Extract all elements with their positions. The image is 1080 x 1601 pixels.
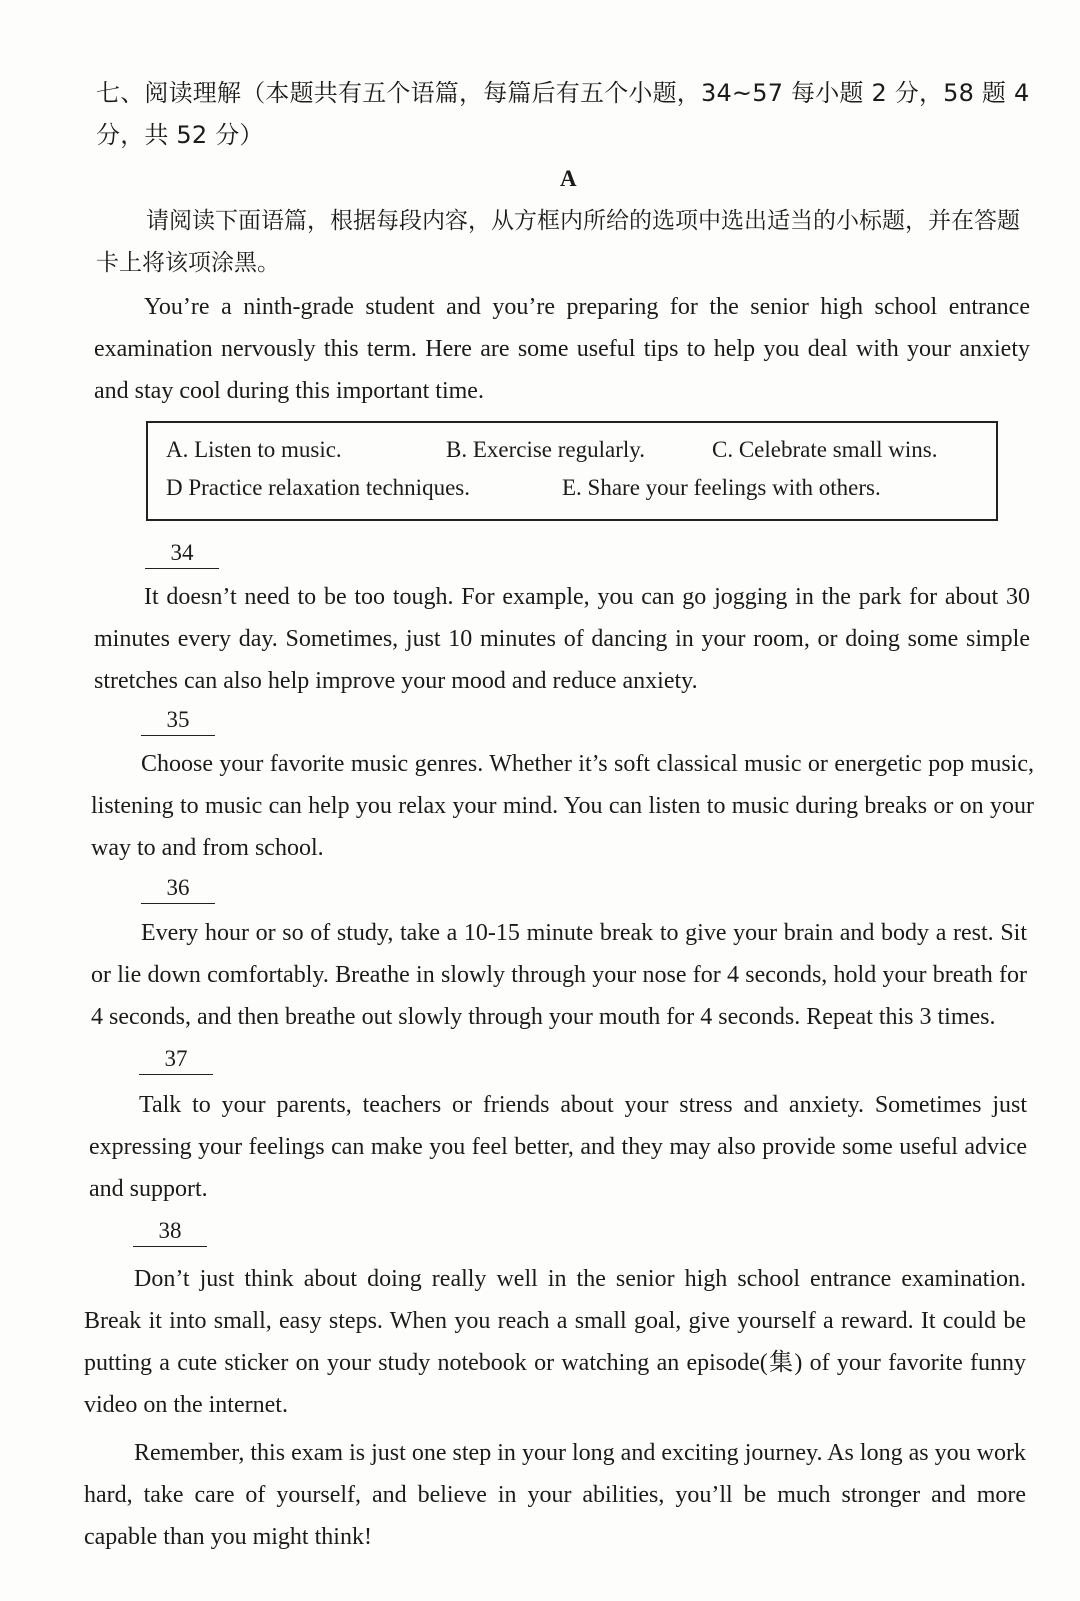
question-blank-37: 37: [139, 1044, 213, 1075]
paragraph-34: It doesn’t need to be too tough. For example, you can go jogging in the park for about 30 minutes every day. Sometimes, just 10 minutes of dancing in your room, or doing some simple stretches can also help improve your mood and reduce anxiety.: [94, 584, 1030, 694]
option-e: E. Share your feelings with others.: [562, 475, 881, 500]
section-heading: 七、阅读理解（本题共有五个语篇，每篇后有五个小题，34~57 每小题 2 分，58 题 4 分，共 52 分）: [96, 79, 1030, 149]
question-blank-38: 38: [133, 1216, 207, 1247]
instruction-text: 请阅读下面语篇，根据每段内容，从方框内所给的选项中选出适当的小标题，并在答题卡上将该项涂黑。: [96, 208, 1020, 276]
intro-paragraph: You’re a ninth-grade student and you’re preparing for the senior high school entrance examination nervously this term. Here are some useful tips to help you deal with your anxiety and stay cool during this important time.: [94, 294, 1030, 404]
question-blank-36: 36: [141, 873, 215, 904]
option-d: D Practice relaxation techniques.: [166, 475, 470, 500]
paragraph-37: Talk to your parents, teachers or friends about your stress and anxiety. Sometimes just expressing your feelings can make you feel better, and they may also provide some useful advice and support.: [89, 1092, 1027, 1202]
paragraph-35: Choose your favorite music genres. Whether it’s soft classical music or energetic pop music, listening to music can help you relax your mind. You can listen to music during breaks or on your way to and from school.: [91, 751, 1034, 861]
paragraph-38: Don’t just think about doing really well in the senior high school entrance examination. Break it into small, easy steps. When you reach a small goal, give yourself a reward. It could be putting a cute sticker on your study notebook or watching an episode(集) of your favorite funny video on the internet.: [84, 1266, 1026, 1418]
question-blank-34: 34: [145, 538, 219, 569]
options-box: [146, 421, 998, 521]
paragraph-36: Every hour or so of study, take a 10-15 minute break to give your brain and body a rest. Sit or lie down comfortably. Breathe in slowly through your nose for 4 seconds, hold your breath for 4 seconds, and then breathe out slowly through your mouth for 4 seconds. Repeat this 3 times.: [91, 920, 1027, 1030]
option-a: A. Listen to music.: [166, 437, 342, 462]
closing-paragraph: Remember, this exam is just one step in your long and exciting journey. As long as you work hard, take care of yourself, and believe in your abilities, you’ll be much stronger and more capable than you might think!: [84, 1440, 1026, 1550]
passage-label: A: [560, 166, 577, 191]
option-c: C. Celebrate small wins.: [712, 437, 938, 462]
option-b: B. Exercise regularly.: [446, 437, 646, 462]
question-blank-35: 35: [141, 705, 215, 736]
